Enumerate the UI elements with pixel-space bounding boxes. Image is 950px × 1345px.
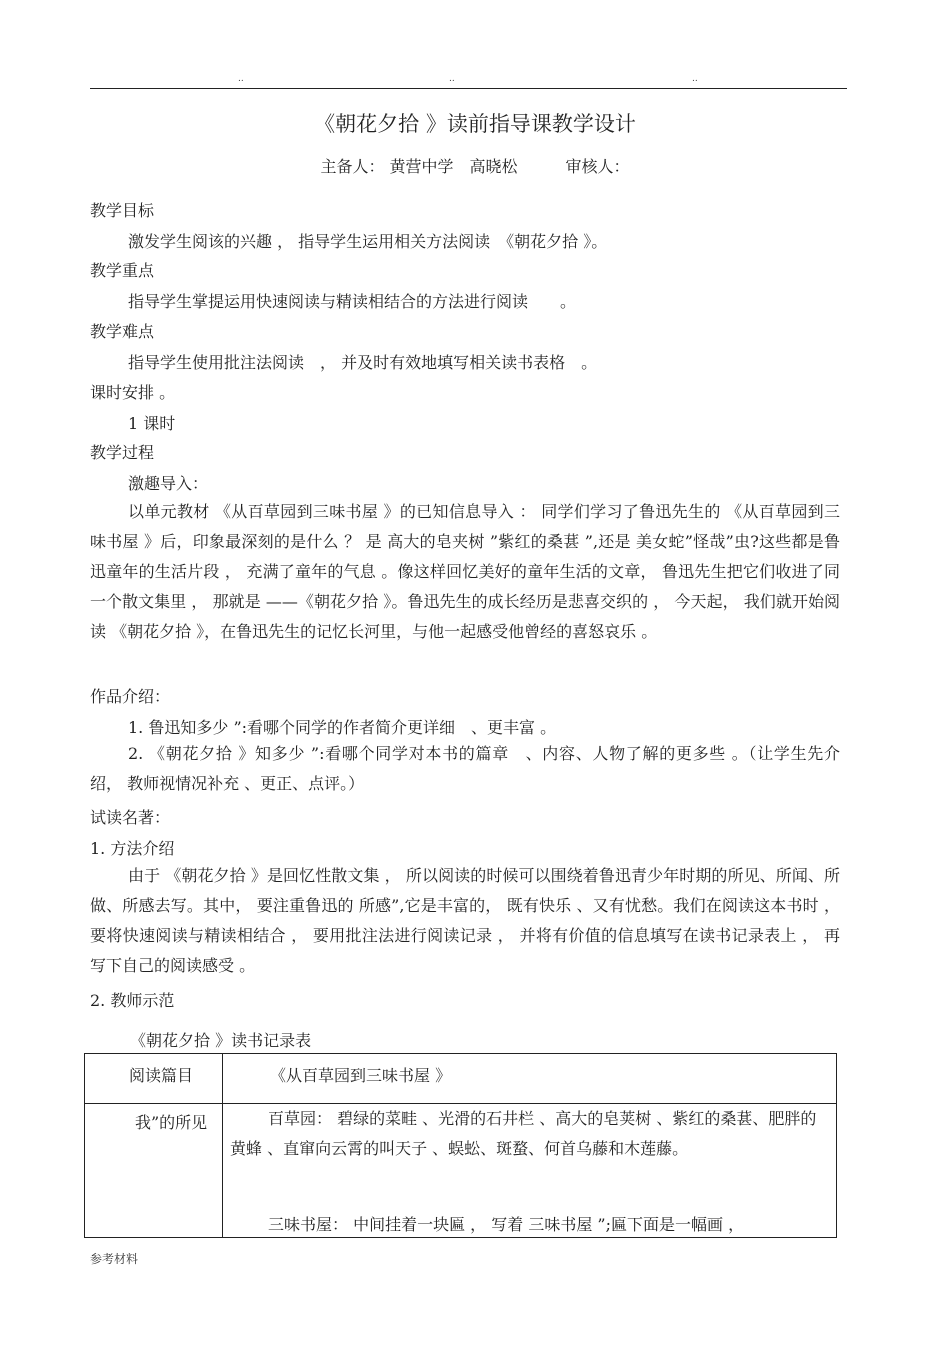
trial-heading: 试读名著：	[90, 808, 171, 827]
works-heading: 作品介绍：	[90, 687, 171, 706]
table-header-value: 《从百草园到三味书屋 》	[270, 1066, 452, 1085]
header-mark: ..	[238, 74, 244, 84]
header-mark: ..	[449, 74, 455, 84]
works-item-2: 2. 《朝花夕拾 》知多少 ”:看哪个同学对本书的篇章 、内容、人物了解的更多些 。（让学生先介绍， 教师视情况补充 、更正、点评。）	[90, 744, 840, 793]
schedule-heading: 课时安排 。	[90, 383, 176, 402]
goal-text: 激发学生阅该的兴趣 ， 指导学生运用相关方法阅读 《朝花夕拾 》。	[128, 232, 608, 251]
intro-paragraph: 以单元教材 《从百草园到三味书屋 》的已知信息导入 ： 同学们学习了鲁迅先生的 《从百草园到三味书屋 》后，印象最深刻的是什么 ？ 是 高大的皂夹树 ”紫红的桑葚 ”,还是 美女蛇”怪哉”虫?这些都是鲁迅童年的生活片段 ， 充满了童年的气息 。像这样回忆美好的童年生活的文章， 鲁迅先生把它们收进了同一个散文集里 ， 那就是 ——《朝花夕拾 》。鲁迅先生的成长经历是悲喜交织的 ， 今天起， 我们就开始阅读 《朝花夕拾 》，在鲁迅先生的记忆长河里，与他一起感受他曾经的喜怒哀乐 。	[90, 502, 840, 641]
works-item-1: 1. 鲁迅知多少 ”:看哪个同学的作者简介更详细 、更丰富 。	[128, 718, 557, 737]
demo-heading: 2. 教师示范	[90, 991, 175, 1010]
difficulty-text: 指导学生使用批注法阅读 ， 并及时有效地填写相关读书表格 。	[128, 353, 598, 372]
header-rule	[90, 88, 847, 89]
table-caption: 《朝花夕拾 》读书记录表	[130, 1031, 312, 1050]
table-column-divider	[222, 1054, 223, 1237]
table-header-label: 阅读篇目	[129, 1066, 194, 1085]
intro-heading: 激趣导入：	[128, 474, 209, 493]
document-title: 《朝花夕拾 》读前指导课教学设计	[314, 112, 636, 136]
table-header-row	[85, 1054, 836, 1104]
table-cell-paragraph-1: 百草园： 碧绿的菜畦 、光滑的石井栏 、高大的皂荚树 、紫红的桑葚、肥胖的黄蜂 、直窜向云霄的叫天子 、蜈蚣、斑蝥、何首乌藤和木莲藤。	[230, 1109, 817, 1158]
reading-record-table	[84, 1053, 837, 1238]
page-footer: 参考材料	[90, 1252, 139, 1266]
table-cell-paragraph-2: 三味书屋： 中间挂着一块匾 ， 写着 三味书屋 ”;匾下面是一幅画 ，	[268, 1215, 745, 1234]
header-mark: ..	[692, 74, 698, 84]
key-heading: 教学重点	[90, 261, 155, 280]
method-paragraph: 由于 《朝花夕拾 》是回忆性散文集 ， 所以阅读的时候可以围绕着鲁迅青少年时期的所见、所闻、所做、所感去写。其中， 要注重鲁迅的 所感”,它是丰富的， 既有快乐 、又有忧愁。我们在阅读这本书时 ， 要将快速阅读与精读相结合 ， 要用批注法进行阅读记录 ， 并将有价值的信息填写在读书记录表上 ， 再写下自己的阅读感受 。	[90, 866, 840, 975]
difficulty-heading: 教学难点	[90, 322, 155, 341]
table-row-label: 我”的所见	[135, 1113, 208, 1132]
key-text: 指导学生掌提运用快速阅读与精读相结合的方法进行阅读 。	[128, 292, 577, 311]
process-heading: 教学过程	[90, 443, 155, 462]
schedule-text: 1 课时	[128, 414, 176, 433]
goal-heading: 教学目标	[90, 201, 155, 220]
byline: 主备人： 黄营中学 高晓松 审核人：	[320, 157, 630, 176]
method-heading: 1. 方法介绍	[90, 839, 175, 858]
